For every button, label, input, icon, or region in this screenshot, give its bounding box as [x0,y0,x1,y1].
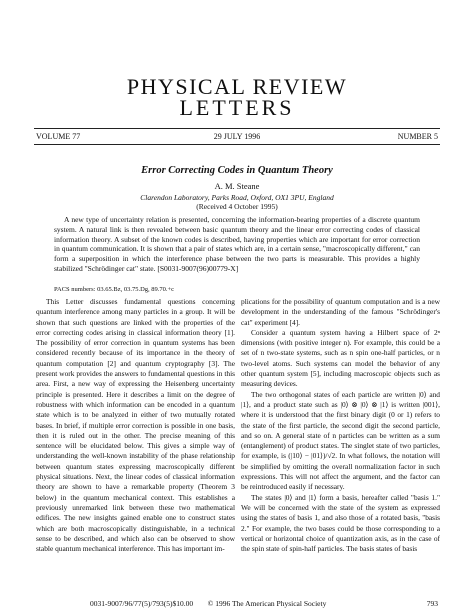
journal-title-line1: PHYSICAL REVIEW [126,74,348,99]
body-paragraph: This Letter discusses fundamental questions concerning quantum interference among many particles in a group. It will be shown that such questions are linked with the properties of the error correcting codes arising in classical information theory [1]. The possibility of error correction in quantum systems has been considered recently because of its importance in the theory of quantum computation [2] and quantum cryptography [3]. The present work provides the answers to fundamental questions in this area. First, a new way of expressing the Heisenberg uncertainty principle is presented. Here it describes a limit on the degree of robustness with which information can be encoded in a quantum state which is to be analyzed in either of two mutually rotated bases. In brief, if multiple error correction is possible in one basis, then it is ruled out in the other. The precise meaning of this sentence will be elucidated below. This gives a simple way of understanding the well-known instability of the phase relationship between quantum states expressing macroscopically different physical situations. Next, the linear codes of classical information theory are shown to have a remarkable property (Theorem 3 below) in the quantum mechanical context. This establishes a previously unremarked link between these two mathematical edifices. The new insights gained enable one to construct states which are both macroscopically distinguishable, in a technical sense to be described, and which also can be observed to show stable quantum mechanical interference. This has important im- [36,297,235,554]
article-title: Error Correcting Codes in Quantum Theory [141,165,333,176]
body-paragraph: Consider a quantum system having a Hilbert space of 2ⁿ dimensions (with positive integer n). For example, this could be a set of n two-state systems, such as n spin one-half particles, or n two-level atoms. Such systems can model the behavior of any other quantum system [5], including macroscopic objects such as measuring devices. [241,327,440,389]
issue-number: NUMBER 5 [397,132,438,141]
body-paragraph: plications for the possibility of quantum computation and is a new development in the understanding of the famous "Schrödinger's cat" experiment [4]. [241,297,440,327]
footer-copyright: © 1996 The American Physical Society [207,599,327,608]
body-column-left [36,297,235,554]
article-received-date: (Received 4 October 1995) [196,202,278,211]
body-paragraph: The states |0⟩ and |1⟩ form a basis, hereafter called "basis 1." We will be concerned with the state of the system as expressed using the states of basis 1, and also those of a rotated basis, "basis 2." For example, the two bases could be those corresponding to a vertical or horizontal choice of quantization axis, as in the case of the spin state of spin-half particles. The basis states of basis [241,492,440,554]
journal-title-line2: LETTERS [179,95,295,120]
header-rule-top [34,128,440,129]
body-column-right [241,297,440,554]
footer-page-number: 793 [426,599,438,608]
issue-date: 29 JULY 1996 [213,132,261,141]
header-rule-bottom [34,144,440,145]
issue-volume: VOLUME 77 [36,132,81,141]
footer-article-code: 0031-9007/96/77(5)/793(5)$10.00 [90,599,194,608]
body-paragraph: The two orthogonal states of each particle are written |0⟩ and |1⟩, and a product state such as |0⟩ ⊗ |0⟩ ⊗ |1⟩ is written |001⟩, where it is understood that the first binary digit (0 or 1) refers to the state of the first particle, the second digit the second particle, and so on. A general state of n particles can be written as a sum (entanglement) of product states. The singlet state of two particles, for example, is (|10⟩ − |01⟩)/√2. In what follows, the notation will be simplified by omitting the overall normalization factor in such expressions. This will not affect the argument, and the factor can be reintroduced easily if necessary. [241,389,440,492]
article-affiliation: Clarendon Laboratory, Parks Road, Oxford, OX1 3PU, England [140,193,334,202]
article-author: A. M. Steane [214,181,260,191]
pacs-numbers: PACS numbers: 03.65.Bz, 03.75.Dg, 89.70.+c [54,286,175,293]
article-abstract: A new type of uncertainty relation is presented, concerning the information-bearing properties of a discrete quantum system. A natural link is then revealed between basic quantum theory and the linear error correcting codes of classical information theory. A subset of the known codes is described, having properties which are important for error correction in quantum communication. It is shown that a pair of states which are, in a certain sense, "macroscopically different," can form a superposition in which the interference phase between the two parts is measurable. This provides a highly stabilized "Schrödinger cat" state. [S0031-9007(96)00779-X] [54,215,420,273]
